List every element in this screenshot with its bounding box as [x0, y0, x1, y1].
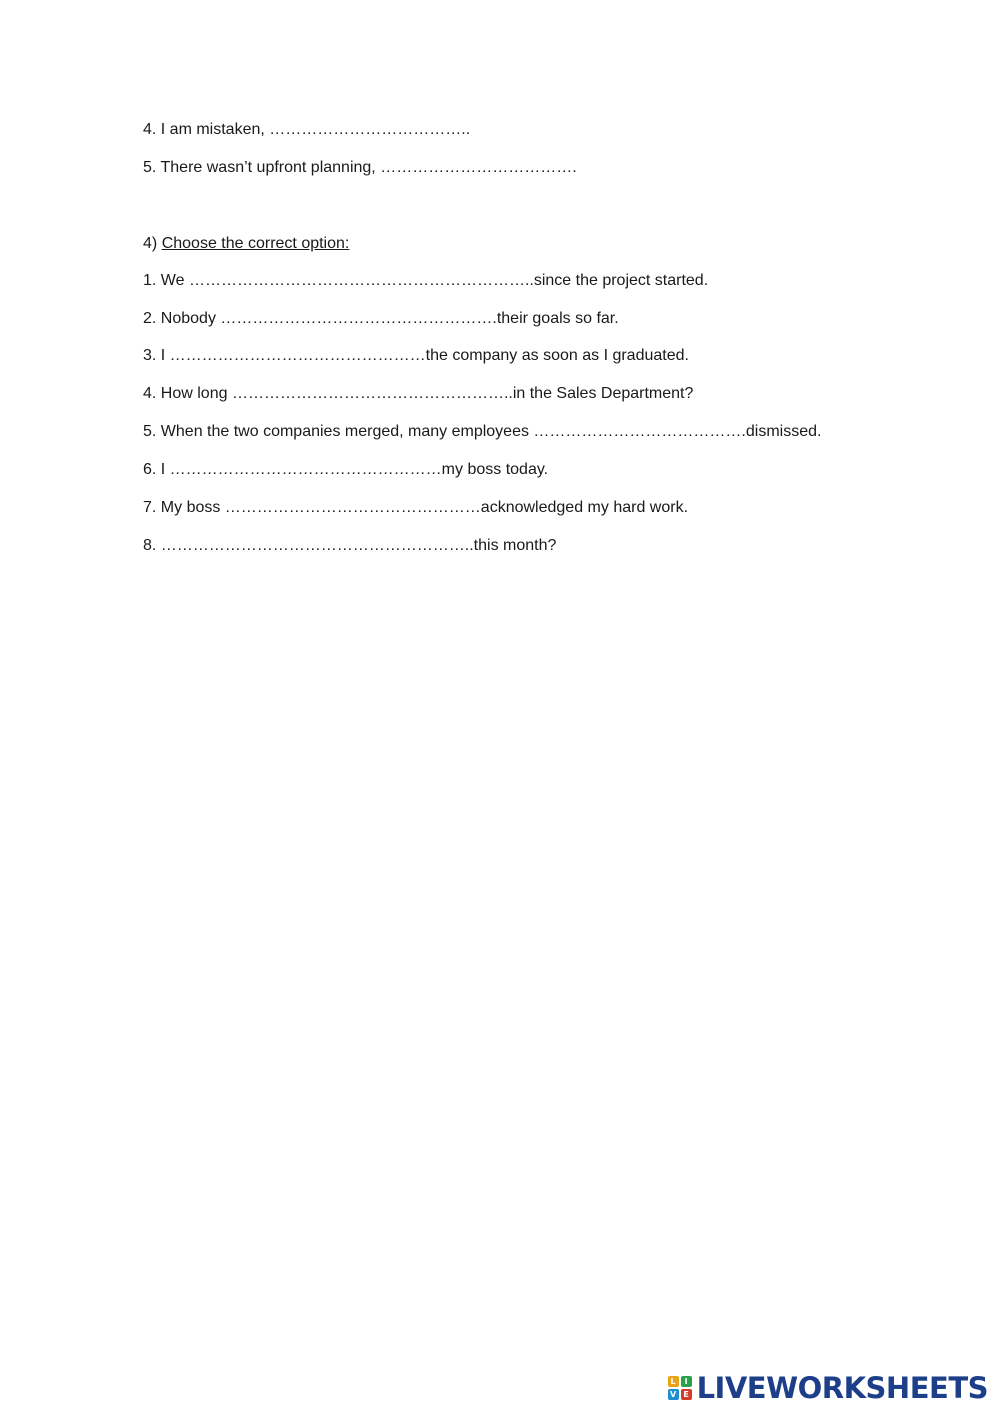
previous-item-5: 5. There wasn’t upfront planning, ………………………………. [143, 159, 577, 176]
logo-mark-icon [668, 1376, 692, 1400]
section-title: Choose the correct option: [161, 235, 350, 252]
logo-text: LIVEWORKSHEETS [696, 1371, 988, 1405]
logo-mark-cell: I [681, 1376, 692, 1387]
exercise-item-2: 2. Nobody …………………………………………….their goals so far. [143, 310, 619, 327]
exercise-item-8: 8. …………………………………………………..this month? [143, 537, 557, 554]
exercise-item-4: 4. How long ……………………………………………..in the Sales Department? [143, 385, 694, 402]
logo-mark-cell: L [668, 1376, 679, 1387]
section-heading [143, 234, 349, 254]
exercise-item-1: 1. We ………………………………………………………..since the project started. [143, 272, 709, 289]
previous-item-4: 4. I am mistaken, ……………………………….. [143, 121, 471, 138]
exercise-item-3: 3. I …………………………………………the company as soon as I graduated. [143, 347, 689, 364]
exercise-item-6: 6. I ……………………………………………my boss today. [143, 461, 549, 478]
exercise-item-5: 5. When the two companies merged, many employees ………………………………….dismissed. [143, 423, 822, 440]
section-number: 4) [143, 235, 158, 252]
logo-mark-cell: E [681, 1389, 692, 1400]
liveworksheets-logo [668, 1370, 988, 1406]
exercise-item-7: 7. My boss …………………………………………acknowledged my hard work. [143, 499, 689, 516]
logo-mark-cell: V [668, 1389, 679, 1400]
